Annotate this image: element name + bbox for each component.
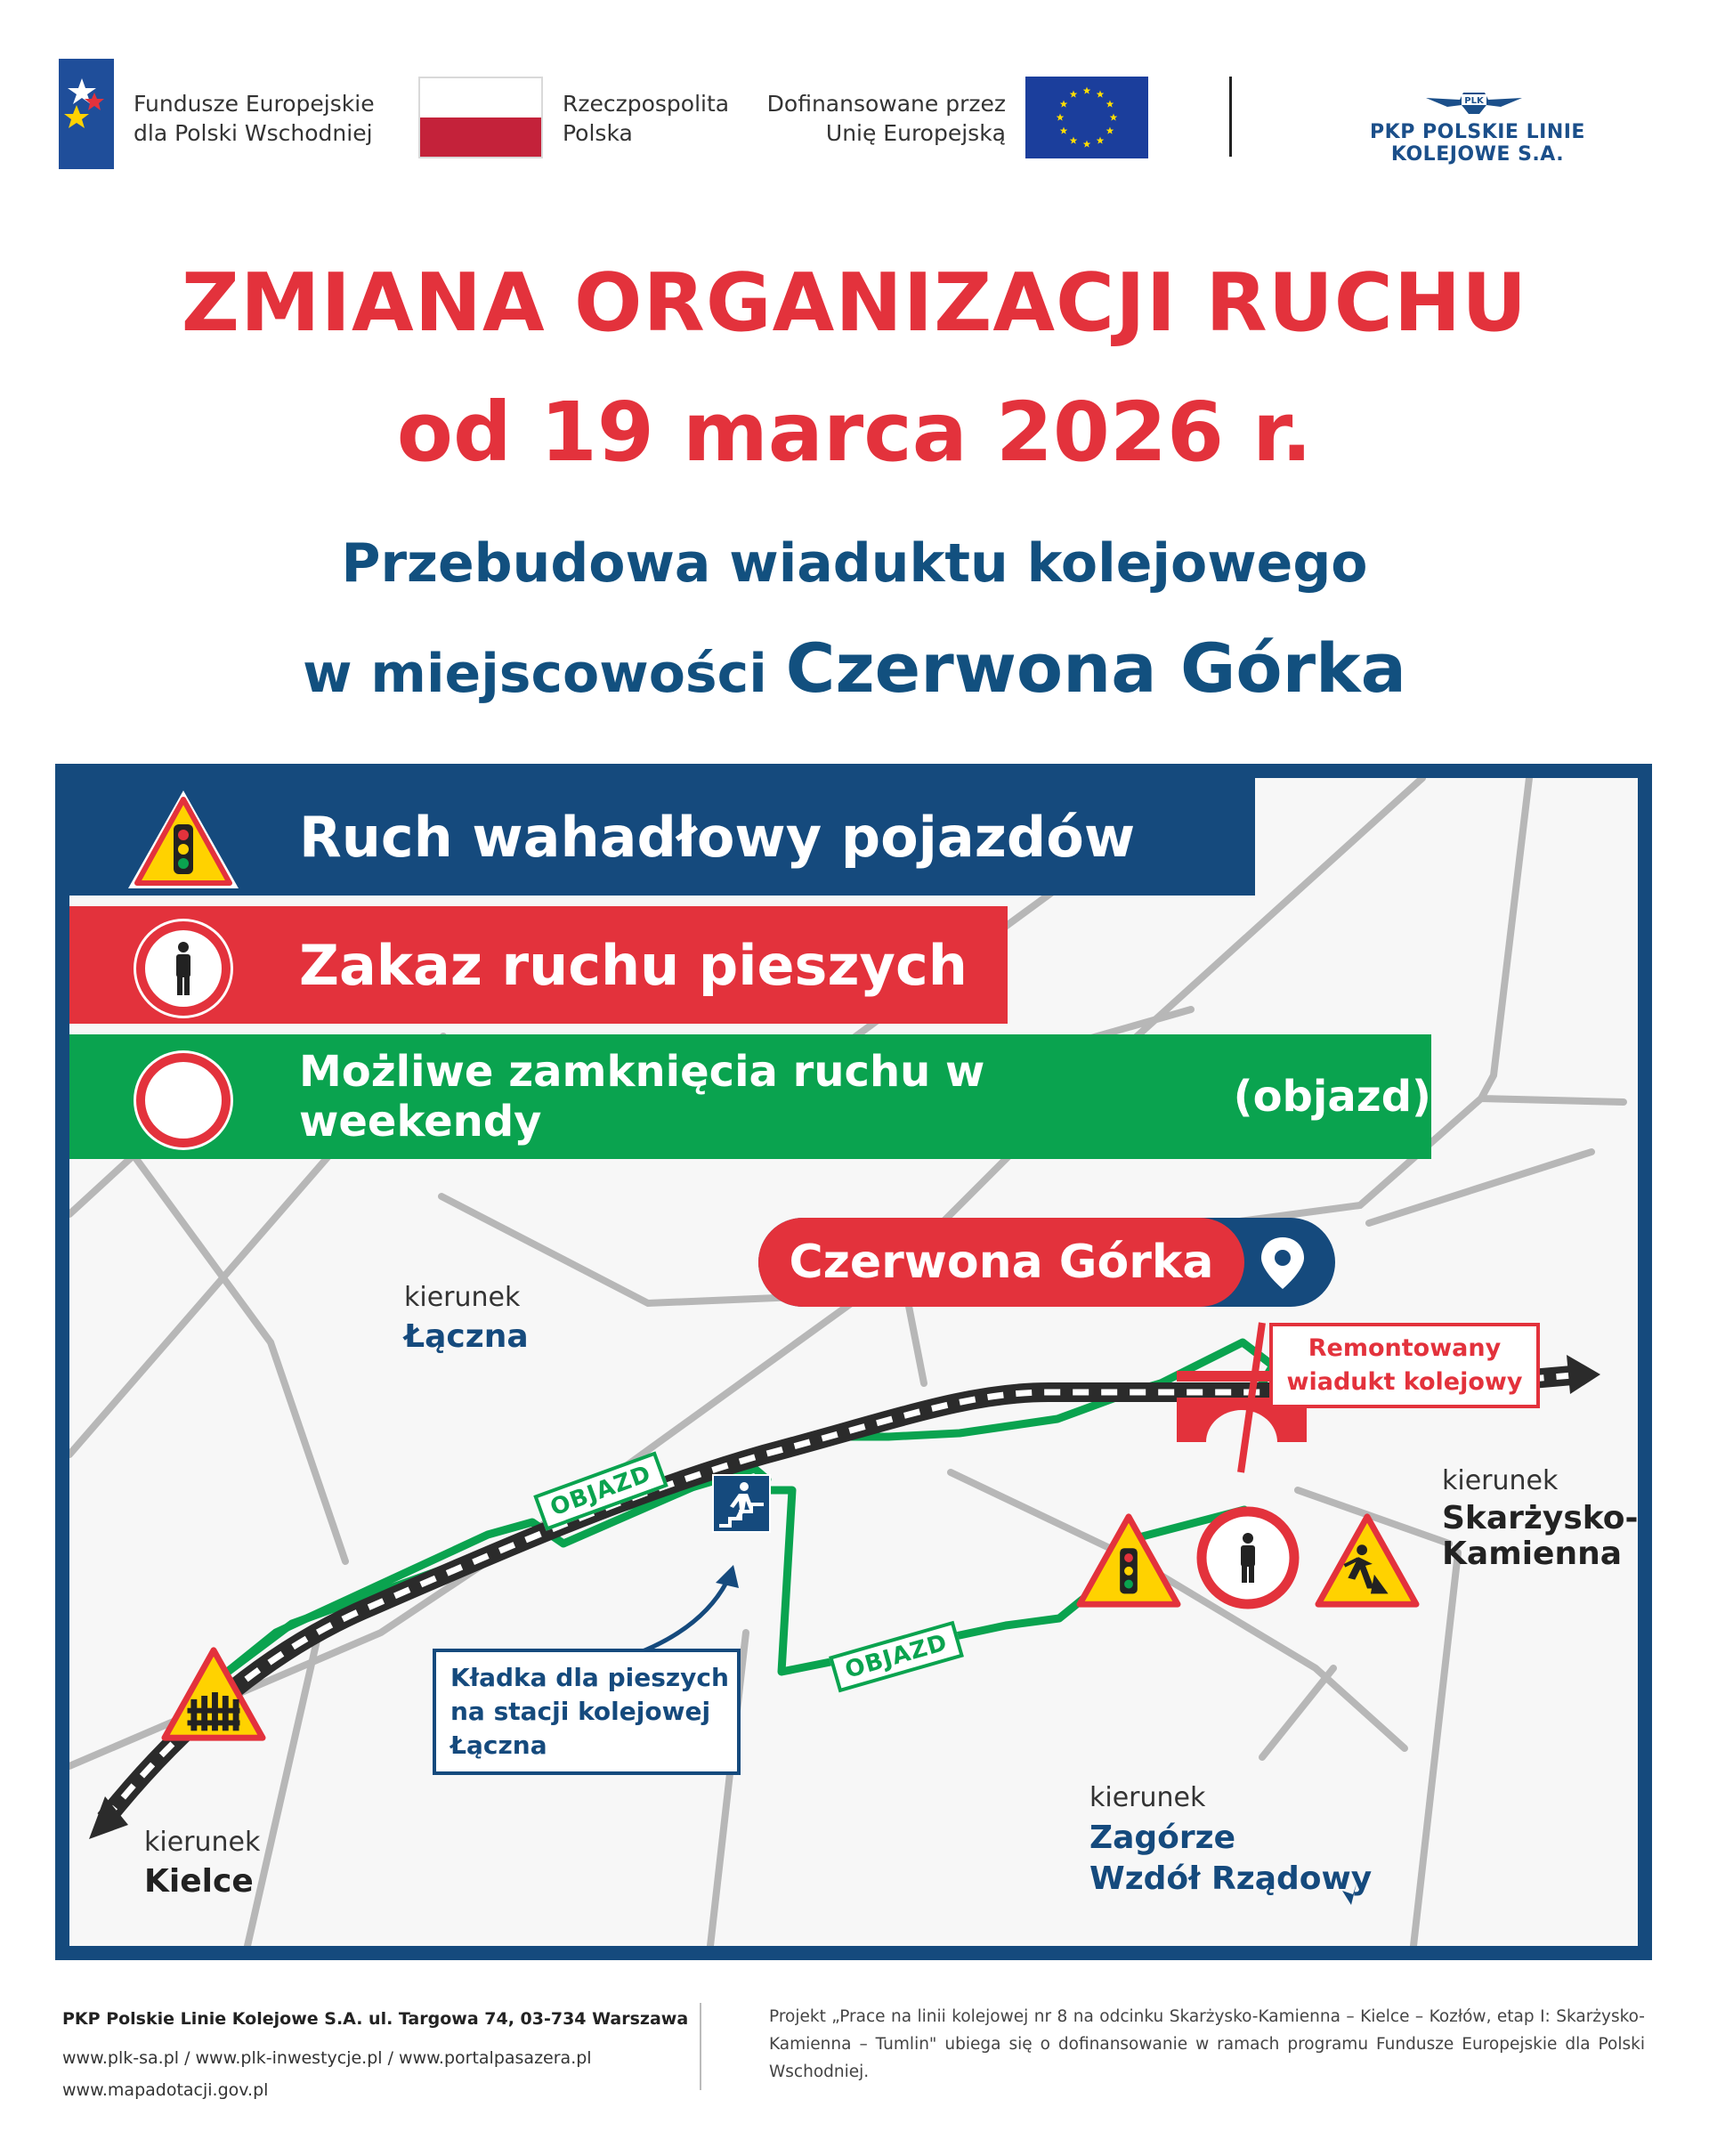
funds-text-line1: Fundusze Europejskie <box>134 91 375 117</box>
no-pedestrians-sign-icon <box>1195 1504 1301 1611</box>
traffic-light-warning-icon <box>1070 1508 1187 1613</box>
footbridge-label-line3: Łączna <box>450 1730 547 1760</box>
eu-star <box>1083 141 1091 148</box>
legend-no-pedestrians-text: Zakaz ruchu pieszych <box>299 932 968 998</box>
level-crossing-sign-icon <box>155 1641 272 1747</box>
eu-star <box>1070 136 1078 143</box>
traffic-light-warning-icon <box>125 787 242 894</box>
eu-star <box>1060 127 1068 134</box>
legend-shuttle-text: Ruch wahadłowy pojazdów <box>299 804 1136 870</box>
poland-text <box>563 89 729 148</box>
no-pedestrians-sign-icon <box>125 915 242 1022</box>
direction-kielce-prefix: kierunek <box>144 1827 261 1858</box>
detour-tag-south: OBJAZD <box>829 1621 964 1693</box>
footbridge-label-line1: Kładka dla pieszych <box>450 1663 729 1692</box>
detour-map <box>55 764 1652 1960</box>
viaduct-label-line2: wiadukt kolejowy <box>1286 1368 1523 1396</box>
eu-star <box>1083 87 1091 94</box>
road-works-sign-icon <box>1308 1508 1426 1613</box>
eu-star <box>1106 101 1114 108</box>
direction-laczna <box>404 1278 529 1357</box>
legend-no-pedestrians <box>69 906 1008 1024</box>
legend-weekend-main: Możliwe zamknięcia ruchu w weekendy <box>299 1047 985 1147</box>
footer-divider <box>700 2003 701 2090</box>
logo-divider <box>1229 77 1232 157</box>
direction-skarzysko <box>1442 1462 1638 1572</box>
headline-line1: ZMIANA ORGANIZACJI RUCHU <box>181 256 1528 350</box>
subtitle-prefix: w miejscowości <box>303 643 767 705</box>
direction-skarzysko-prefix: kierunek <box>1442 1465 1559 1496</box>
eu-cofinance-text <box>757 89 1006 148</box>
footbridge-label <box>433 1649 741 1775</box>
subtitle-line2 <box>0 628 1709 708</box>
poland-text-line1: Rzeczpospolita <box>563 91 730 117</box>
viaduct-label <box>1269 1323 1540 1408</box>
eu-stars-icon <box>1025 77 1148 158</box>
footer-company: PKP Polskie Linie Kolejowe S.A. ul. Targowa 74, 03-734 Warszawa <box>62 2009 689 2029</box>
eu-star <box>1057 114 1065 121</box>
funds-stars-icon <box>59 59 114 169</box>
eu-flag <box>1025 77 1148 158</box>
footer-links-1[interactable]: www.plk-sa.pl / www.plk-inwestycje.pl / www.portalpasazera.pl <box>62 2048 592 2068</box>
detour-tag-north: OBJAZD <box>533 1451 668 1530</box>
legend-weekend-text <box>299 1034 1431 1159</box>
eu-star <box>1097 91 1105 98</box>
footer-project-note: Projekt „Prace na linii kolejowej nr 8 na odcinku Skarżysko-Kamienna – Kielce – Kozłów, etap I: Skarżysko-Kamienna – Tumlin" ubiega się o dofinansowanie w ramach programu Fundusze Europejskie dla Polski Wschodniej. <box>769 2007 1645 2081</box>
eu-text-line1: Dofinansowane przez <box>766 91 1006 117</box>
eu-star <box>1106 127 1114 134</box>
funds-logo <box>59 59 114 169</box>
direction-laczna-prefix: kierunek <box>404 1282 521 1313</box>
location-label <box>758 1218 1335 1307</box>
eu-text-line2: Unię Europejską <box>825 120 1006 146</box>
direction-zagorze-name-line1: Zagórze <box>1089 1820 1236 1856</box>
headline-date: od 19 marca 2026 r. <box>396 385 1313 480</box>
subtitle-place: Czerwona Górka <box>785 628 1406 708</box>
viaduct-label-line1: Remontowany <box>1308 1334 1502 1362</box>
eu-star <box>1070 91 1078 98</box>
direction-kielce-name: Kielce <box>144 1863 254 1900</box>
direction-zagorze-name-line2: Wzdół Rządowy <box>1089 1860 1373 1897</box>
direction-skarzysko-name-line2: Kamienna <box>1442 1536 1623 1572</box>
eu-star <box>1060 101 1068 108</box>
direction-skarzysko-name-line1: Skarżysko- <box>1442 1500 1639 1536</box>
footer-links-2[interactable]: www.mapadotacji.gov.pl <box>62 2080 269 2100</box>
location-name: Czerwona Górka <box>758 1218 1244 1307</box>
direction-laczna-name: Łączna <box>404 1318 529 1355</box>
plk-emblem-text: PLK <box>1464 96 1484 106</box>
eu-star <box>1097 136 1105 143</box>
direction-zagorze-prefix: kierunek <box>1089 1782 1206 1813</box>
direction-kielce <box>144 1823 260 1901</box>
poland-text-line2: Polska <box>563 120 633 146</box>
funds-text <box>134 89 375 148</box>
footbridge-label-line2: na stacji kolejowej <box>450 1697 711 1726</box>
plk-name: PKP POLSKIE LINIE KOLEJOWE S.A. <box>1370 121 1585 166</box>
funds-text-line2: dla Polski Wschodniej <box>134 120 373 146</box>
polish-flag <box>418 77 543 158</box>
direction-zagorze <box>1089 1779 1372 1900</box>
legend-weekend-closure <box>69 1034 1431 1159</box>
legend-shuttle-traffic <box>69 778 1255 896</box>
legend-weekend-bold: (objazd) <box>1233 1072 1431 1122</box>
no-entry-vehicles-sign-icon <box>125 1047 242 1154</box>
eu-star <box>1110 114 1118 121</box>
map-pin-icon <box>1257 1236 1308 1291</box>
plk-wing-icon <box>1424 89 1524 119</box>
footbridge-stairs-icon <box>712 1474 771 1533</box>
subtitle-line1: Przebudowa wiaduktu kolejowego <box>341 532 1368 595</box>
footer-contact <box>62 2003 688 2106</box>
logo-bar <box>0 0 1709 196</box>
